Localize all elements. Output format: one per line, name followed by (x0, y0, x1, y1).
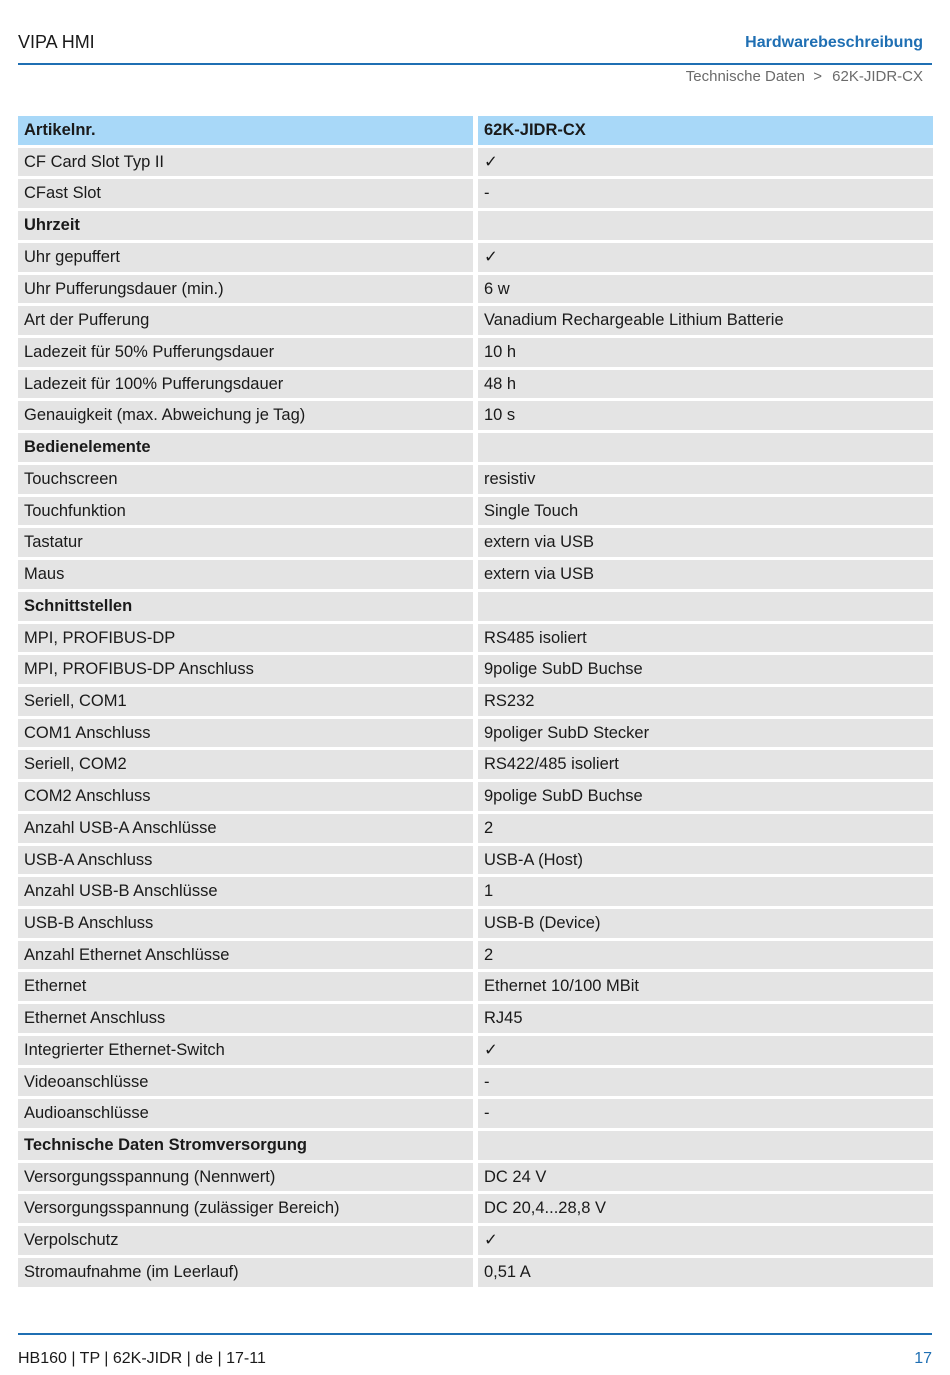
spec-value: RS422/485 isoliert (478, 750, 933, 779)
spec-label: Ethernet (18, 972, 473, 1001)
footer-page-number: 17 (914, 1350, 932, 1367)
spec-label: Ladezeit für 100% Pufferungsdauer (18, 370, 473, 399)
section-heading: Bedienelemente (18, 433, 473, 462)
checkmark-icon: ✓ (478, 1226, 933, 1255)
spec-value (478, 592, 933, 621)
spec-value: Vanadium Rechargeable Lithium Batterie (478, 306, 933, 335)
spec-value: DC 24 V (478, 1163, 933, 1192)
spec-label: Audioanschlüsse (18, 1099, 473, 1128)
table-row (18, 972, 933, 1004)
spec-value: 6 w (478, 275, 933, 304)
table-row (18, 1099, 933, 1131)
table-row (18, 497, 933, 529)
spec-value: DC 20,4...28,8 V (478, 1194, 933, 1223)
spec-label: Touchfunktion (18, 497, 473, 526)
section-heading: Schnittstellen (18, 592, 473, 621)
table-header-row (18, 116, 933, 148)
spec-value: 9poliger SubD Stecker (478, 719, 933, 748)
spec-label: COM2 Anschluss (18, 782, 473, 811)
table-row (18, 275, 933, 307)
spec-label: Versorgungsspannung (Nennwert) (18, 1163, 473, 1192)
spec-label: Genauigkeit (max. Abweichung je Tag) (18, 401, 473, 430)
spec-label: Anzahl USB-A Anschlüsse (18, 814, 473, 843)
spec-label: Videoanschlüsse (18, 1068, 473, 1097)
table-row (18, 465, 933, 497)
table-row (18, 1004, 933, 1036)
breadcrumb-current: 62K-JIDR-CX (832, 68, 923, 85)
footer-divider (18, 1333, 932, 1335)
spec-value: 48 h (478, 370, 933, 399)
spec-label: CF Card Slot Typ II (18, 148, 473, 177)
checkmark-icon: ✓ (478, 1036, 933, 1065)
spec-label: USB-A Anschluss (18, 846, 473, 875)
spec-value: - (478, 1068, 933, 1097)
table-row (18, 782, 933, 814)
footer-document-ref: HB160 | TP | 62K-JIDR | de | 17-11 (18, 1350, 266, 1367)
spec-value: - (478, 179, 933, 208)
section-heading: Uhrzeit (18, 211, 473, 240)
spec-value: Single Touch (478, 497, 933, 526)
table-row (18, 719, 933, 751)
spec-label: Uhr Pufferungsdauer (min.) (18, 275, 473, 304)
spec-value: 2 (478, 941, 933, 970)
spec-value: extern via USB (478, 528, 933, 557)
spec-label: Maus (18, 560, 473, 589)
table-row (18, 306, 933, 338)
table-row (18, 338, 933, 370)
breadcrumb-section: Technische Daten (685, 68, 806, 85)
section-heading: Technische Daten Stromversorgung (18, 1131, 473, 1160)
breadcrumb (686, 68, 923, 85)
table-row (18, 1163, 933, 1195)
table-row (18, 528, 933, 560)
table-row (18, 877, 933, 909)
table-row (18, 814, 933, 846)
spec-label: COM1 Anschluss (18, 719, 473, 748)
spec-label: Ethernet Anschluss (18, 1004, 473, 1033)
table-section-row (18, 1131, 933, 1163)
spec-value (478, 433, 933, 462)
table-section-row (18, 433, 933, 465)
spec-value: 10 s (478, 401, 933, 430)
checkmark-icon: ✓ (478, 243, 933, 272)
spec-value: 0,51 A (478, 1258, 933, 1287)
spec-value: USB-B (Device) (478, 909, 933, 938)
spec-label: Verpolschutz (18, 1226, 473, 1255)
spec-label: MPI, PROFIBUS-DP (18, 624, 473, 653)
table-row (18, 1194, 933, 1226)
table-row (18, 846, 933, 878)
spec-label: USB-B Anschluss (18, 909, 473, 938)
header-chapter-title: Hardwarebeschreibung (745, 34, 923, 51)
spec-value (478, 1131, 933, 1160)
spec-value: 9polige SubD Buchse (478, 782, 933, 811)
table-header-value: 62K-JIDR-CX (478, 116, 933, 145)
table-section-row (18, 211, 933, 243)
table-row (18, 560, 933, 592)
table-row (18, 1258, 933, 1290)
table-row (18, 370, 933, 402)
spec-label: Uhr gepuffert (18, 243, 473, 272)
table-row (18, 179, 933, 211)
spec-label: Anzahl USB-B Anschlüsse (18, 877, 473, 906)
spec-value (478, 211, 933, 240)
spec-label: Ladezeit für 50% Pufferungsdauer (18, 338, 473, 367)
table-row (18, 909, 933, 941)
table-row (18, 401, 933, 433)
table-row (18, 1226, 933, 1258)
spec-label: Versorgungsspannung (zulässiger Bereich) (18, 1194, 473, 1223)
breadcrumb-separator: > (813, 68, 822, 85)
spec-label: CFast Slot (18, 179, 473, 208)
spec-value: RJ45 (478, 1004, 933, 1033)
table-row (18, 243, 933, 275)
table-row (18, 624, 933, 656)
spec-value: RS485 isoliert (478, 624, 933, 653)
spec-label: Seriell, COM1 (18, 687, 473, 716)
table-row (18, 750, 933, 782)
table-row (18, 655, 933, 687)
spec-value: 9polige SubD Buchse (478, 655, 933, 684)
header-divider (18, 63, 932, 65)
table-row (18, 687, 933, 719)
spec-value: RS232 (478, 687, 933, 716)
spec-label: Anzahl Ethernet Anschlüsse (18, 941, 473, 970)
spec-label: Stromaufnahme (im Leerlauf) (18, 1258, 473, 1287)
spec-value: 2 (478, 814, 933, 843)
table-row (18, 941, 933, 973)
spec-table (18, 116, 933, 1290)
spec-value: extern via USB (478, 560, 933, 589)
spec-value: USB-A (Host) (478, 846, 933, 875)
table-row (18, 148, 933, 180)
spec-value: 10 h (478, 338, 933, 367)
spec-label: Tastatur (18, 528, 473, 557)
header-product-name: VIPA HMI (18, 32, 95, 52)
spec-value: 1 (478, 877, 933, 906)
table-row (18, 1036, 933, 1068)
spec-value: resistiv (478, 465, 933, 494)
spec-value: - (478, 1099, 933, 1128)
table-body (18, 148, 933, 1290)
spec-label: MPI, PROFIBUS-DP Anschluss (18, 655, 473, 684)
table-header-label: Artikelnr. (18, 116, 473, 145)
spec-label: Art der Pufferung (18, 306, 473, 335)
table-row (18, 1068, 933, 1100)
spec-value: Ethernet 10/100 MBit (478, 972, 933, 1001)
table-section-row (18, 592, 933, 624)
spec-label: Seriell, COM2 (18, 750, 473, 779)
spec-label: Integrierter Ethernet-Switch (18, 1036, 473, 1065)
checkmark-icon: ✓ (478, 148, 933, 177)
spec-label: Touchscreen (18, 465, 473, 494)
